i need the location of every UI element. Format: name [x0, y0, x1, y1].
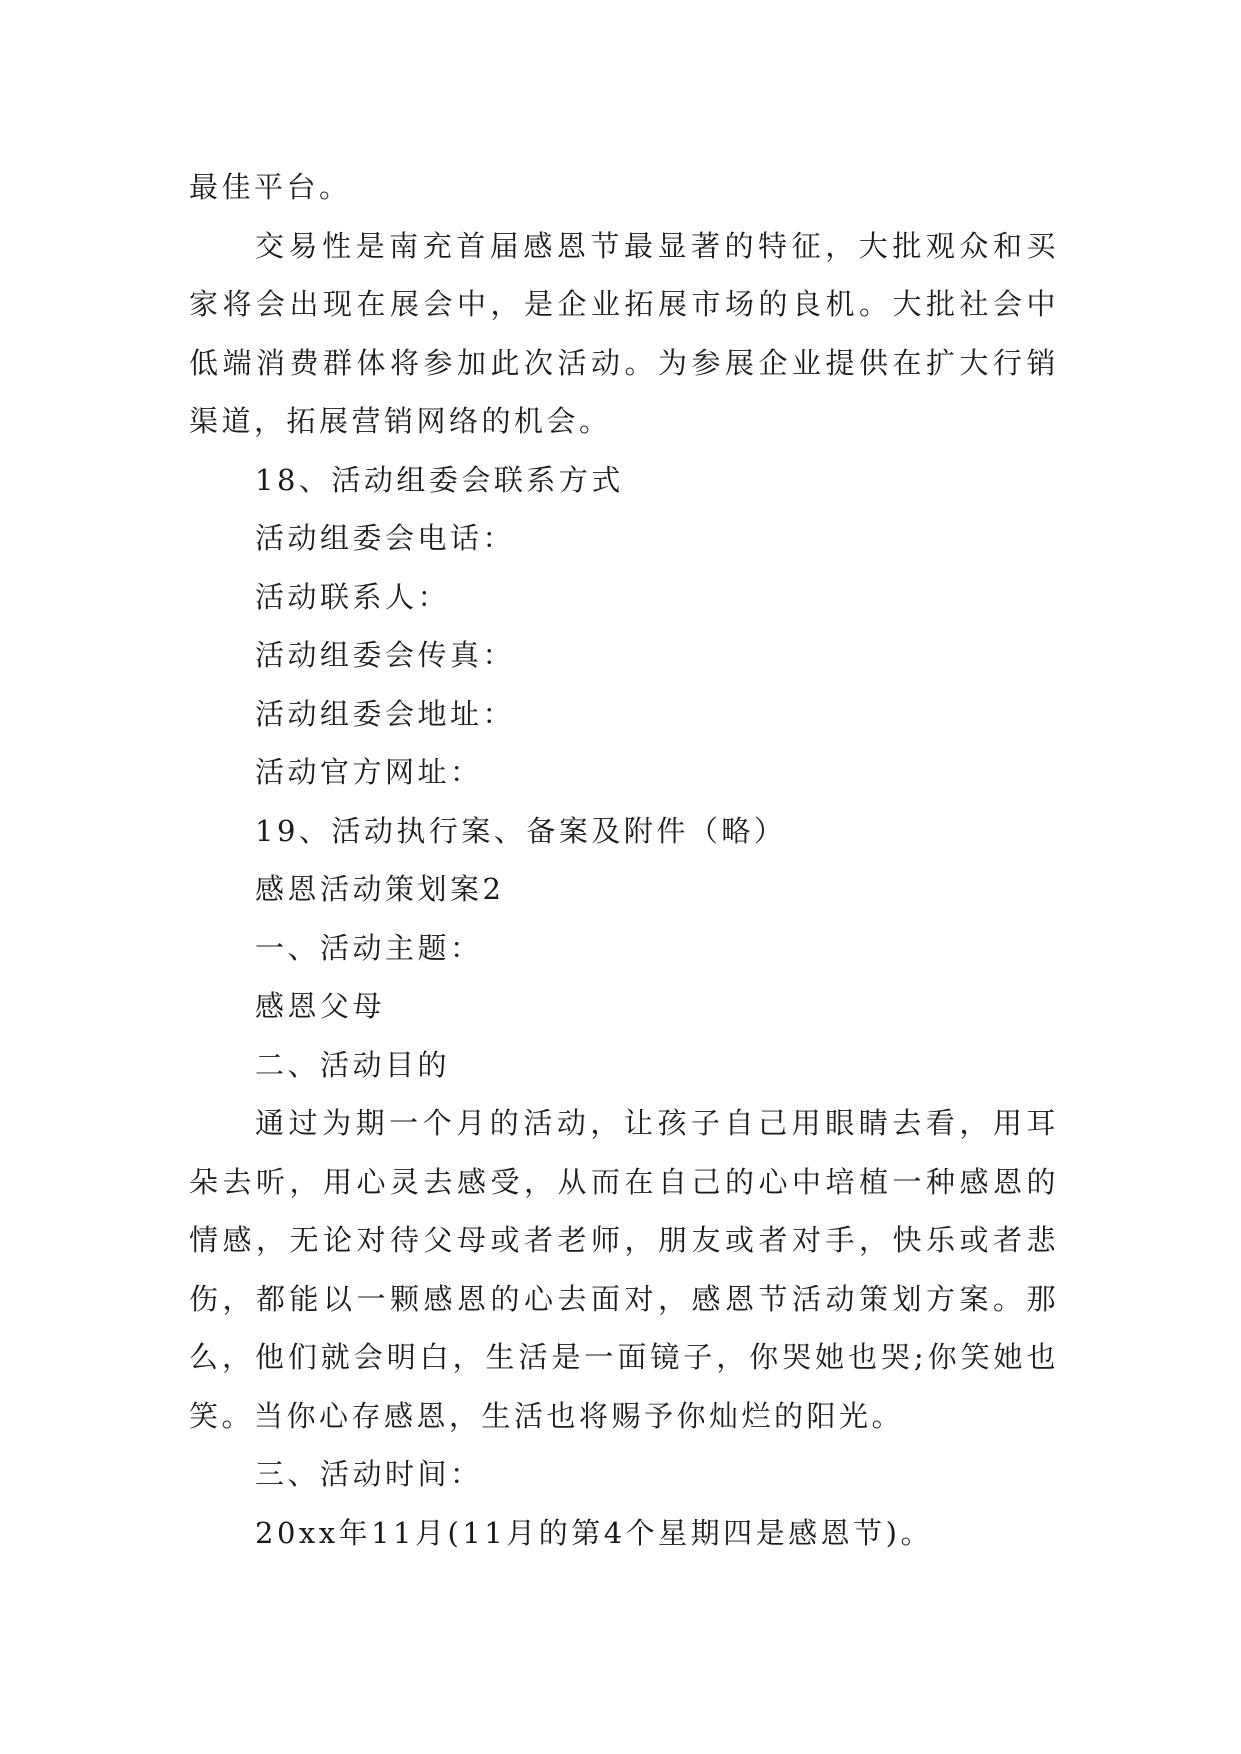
paragraph-purpose: 通过为期一个月的活动，让孩子自己用眼睛去看，用耳朵去听，用心灵去感受，从而在自己的心中培植一种感恩的情感，无论对待父母或者老师，朋友或者对手，快乐或者悲伤，都能以一颗感恩的心去面对，感恩节活动策划方案。那么，他们就会明白，生活是一面镜子，你哭她也哭;你笑她也笑。当你心存感恩，生活也将赐予你灿烂的阳光。	[189, 1106, 1059, 1433]
paragraph-platform-end: 最佳平台。	[189, 170, 352, 204]
section-heading-time: 三、活动时间：	[255, 1457, 483, 1491]
theme-value: 感恩父母	[255, 989, 386, 1023]
contact-website-label: 活动官方网址：	[255, 755, 483, 789]
time-value: 20xx年11月(11月的第4个星期四是感恩节)。	[255, 1515, 933, 1550]
section-heading-contact: 18、活动组委会联系方式	[255, 462, 624, 497]
section-heading-theme: 一、活动主题：	[255, 930, 483, 965]
plan-title: 感恩活动策划案2	[255, 872, 505, 906]
contact-phone-label: 活动组委会电话：	[255, 521, 516, 555]
document-body	[189, 158, 1059, 1562]
contact-person-label: 活动联系人：	[255, 579, 451, 614]
section-heading-appendix: 19、活动执行案、备案及附件（略）	[255, 813, 787, 848]
contact-fax-label: 活动组委会传真：	[255, 638, 516, 672]
contact-address-label: 活动组委会地址：	[255, 696, 516, 731]
paragraph-trade-feature: 交易性是南充首届感恩节最显著的特征，大批观众和买家将会出现在展会中，是企业拓展市场的良机。大批社会中低端消费群体将参加此次活动。为参展企业提供在扩大行销渠道，拓展营销网络的机会。	[189, 228, 1059, 438]
section-heading-purpose: 二、活动目的	[255, 1047, 451, 1082]
